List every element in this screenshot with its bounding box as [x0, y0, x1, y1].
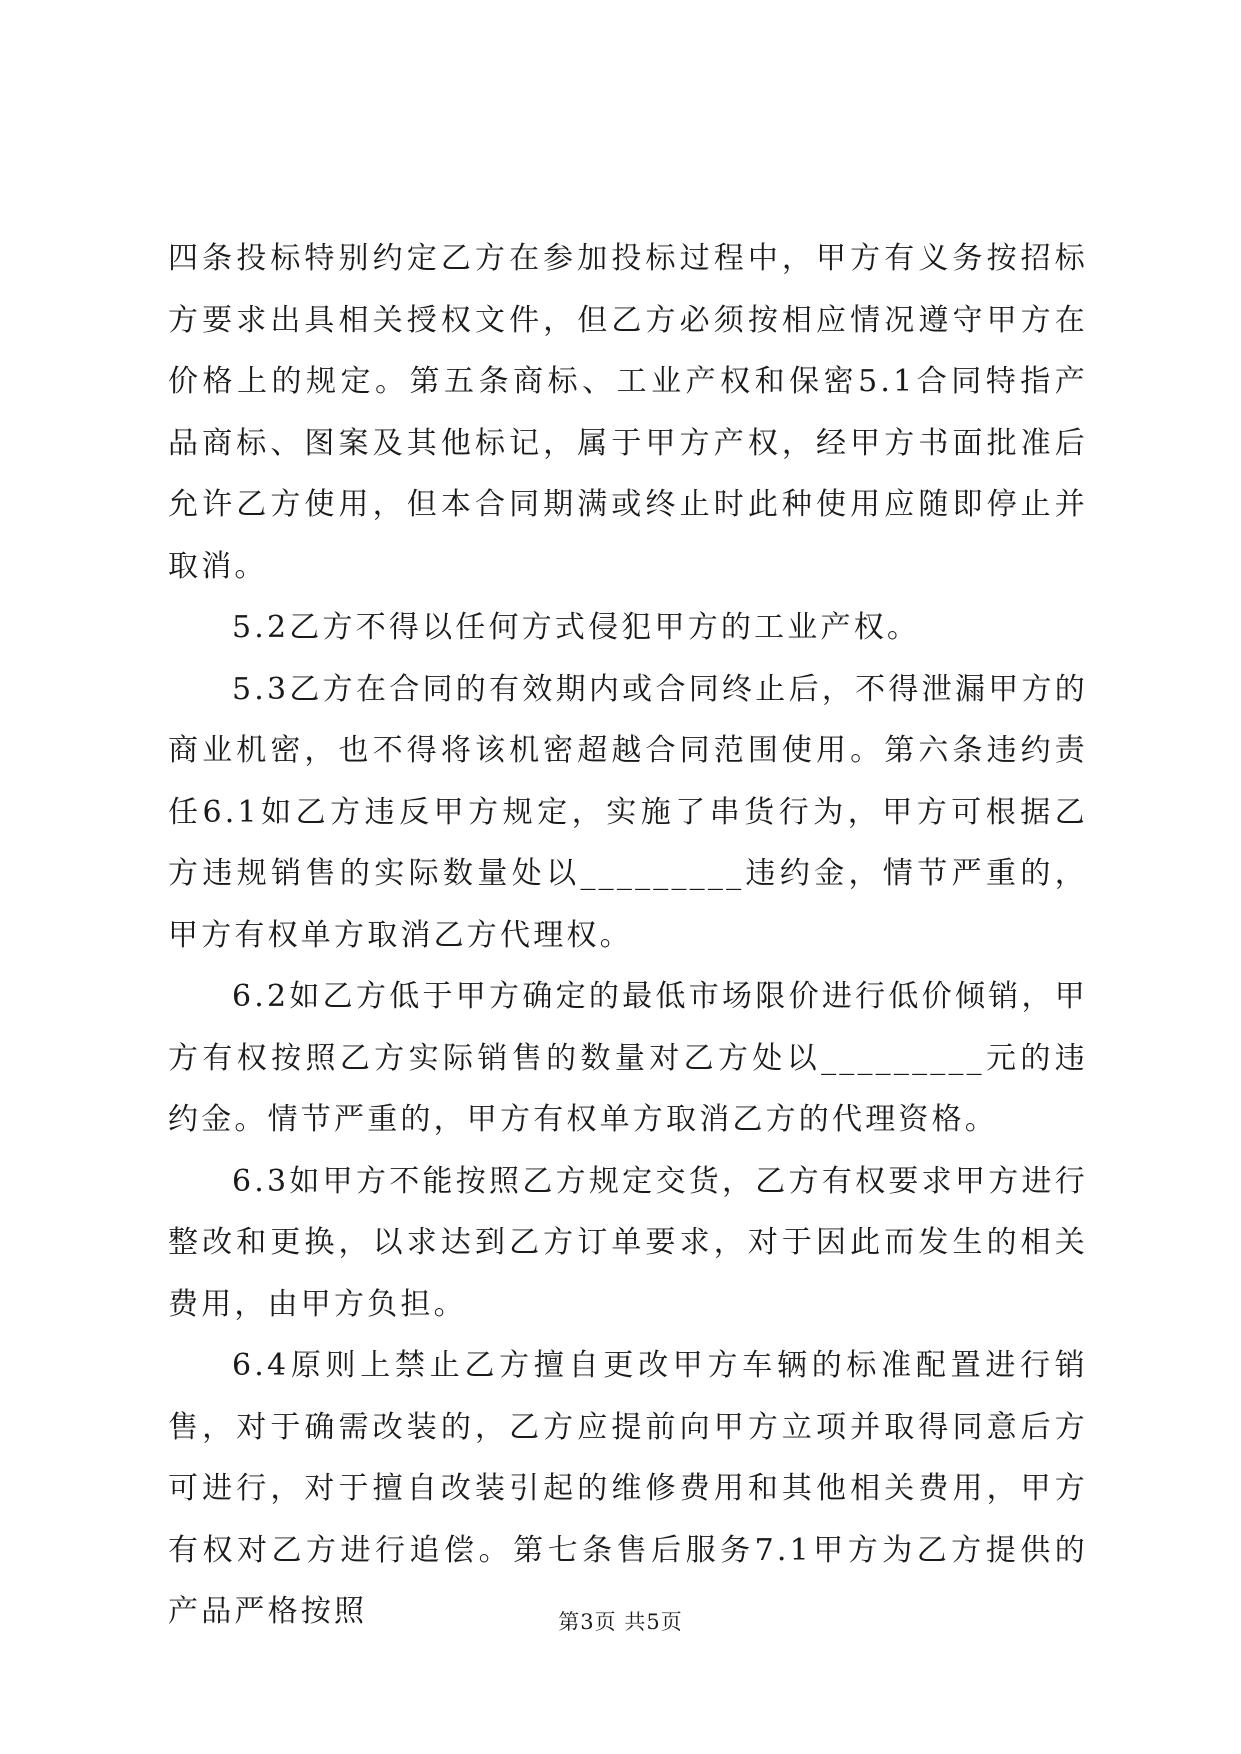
page-footer: 第3页 共5页: [558, 1610, 683, 1634]
document-body: [168, 228, 1088, 1643]
paragraph-6: 6.4原则上禁止乙方擅自更改甲方车辆的标准配置进行销售，对于确需改装的，乙方应提前向甲方立项并取得同意后方可进行，对于擅自改装引起的维修费用和其他相关费用，甲方有权对乙方进行追偿。第七条售后服务7.1甲方为乙方提供的产品严格按照: [168, 1348, 1088, 1629]
paragraph-5: 6.3如甲方不能按照乙方规定交货，乙方有权要求甲方进行整改和更换，以求达到乙方订单要求，对于因此而发生的相关费用，由甲方负担。: [168, 1163, 1088, 1322]
paragraph-4: 6.2如乙方低于甲方确定的最低市场限价进行低价倾销，甲方有权按照乙方实际销售的数量对乙方处以_________元的违约金。情节严重的，甲方有权单方取消乙方的代理资格。: [168, 979, 1088, 1137]
paragraph-2: 5.2乙方不得以任何方式侵犯甲方的工业产权。: [232, 610, 921, 645]
paragraph-1: 四条投标特别约定乙方在参加投标过程中，甲方有义务按招标方要求出具相关授权文件，但乙方必须按相应情况遵守甲方在价格上的规定。第五条商标、工业产权和保密5.1合同特指产品商标、图案及其他标记，属于甲方产权，经甲方书面批准后允许乙方使用，但本合同期满或终止时此种使用应随即停止并取消。: [168, 241, 1088, 584]
paragraph-3: 5.3乙方在合同的有效期内或合同终止后，不得泄漏甲方的商业机密，也不得将该机密超越合同范围使用。第六条违约责任6.1如乙方违反甲方规定，实施了串货行为，甲方可根据乙方违规销售的实际数量处以_________违约金，情节严重的，甲方有权单方取消乙方代理权。: [168, 671, 1088, 953]
